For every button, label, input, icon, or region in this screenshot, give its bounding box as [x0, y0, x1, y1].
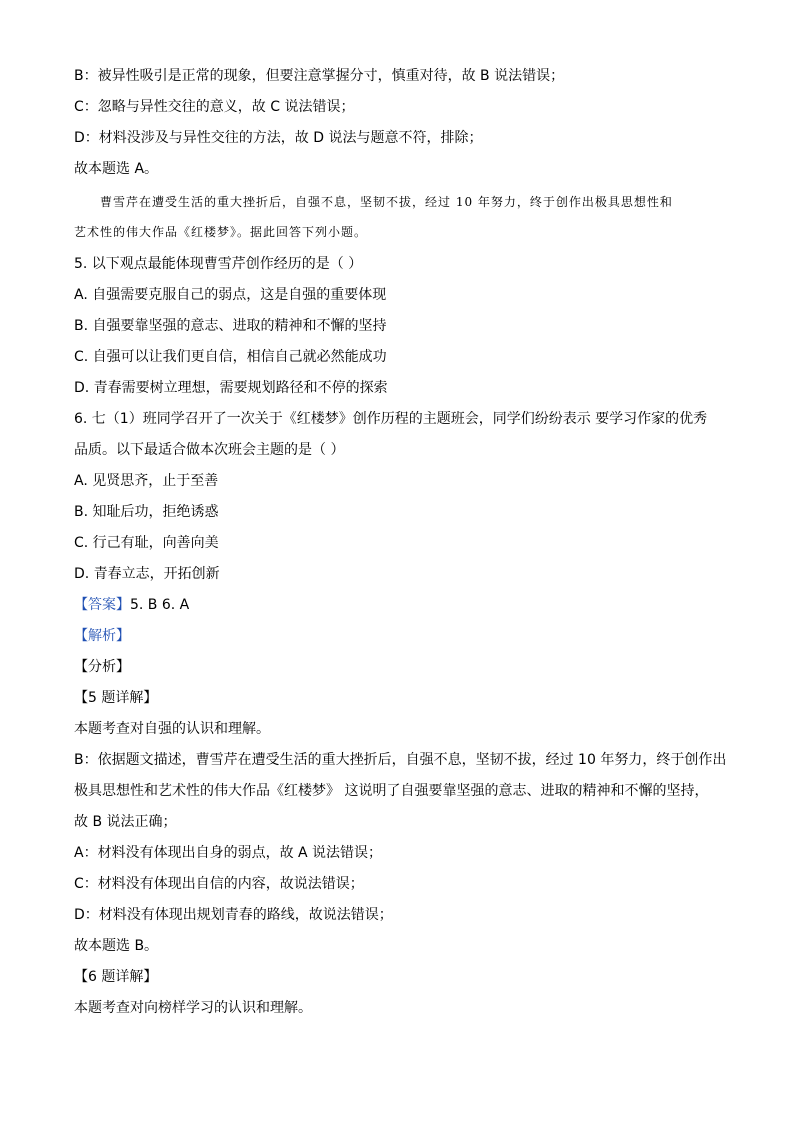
text-line: D：材料没有体现出规划青春的路线，故说法错误； — [74, 907, 393, 923]
text-line: B：依据题文描述，曹雪芹在遭受生活的重大挫折后，自强不息，坚韧不拔，经过 10 年努力，终于创作出 — [74, 752, 727, 768]
text-line: 本题考查对自强的认识和理解。 — [74, 721, 270, 737]
text-line: C：材料没有体现出自信的内容，故说法错误； — [74, 876, 364, 892]
answer-label: 【答案】 — [74, 597, 130, 613]
passage-line: 艺术性的伟大作品《红楼梦》。据此回答下列小题。 — [74, 225, 368, 239]
option-d: D. 青春立志，开拓创新 — [74, 566, 220, 582]
answer-value: 5. B 6. A — [130, 597, 190, 613]
option-a: A. 见贤思齐，止于至善 — [74, 473, 219, 489]
text-line: D：材料没涉及与异性交往的方法，故 D 说法与题意不符，排除； — [74, 130, 483, 146]
q5-detail-heading: 【5 题详解】 — [74, 690, 158, 706]
text-line: 故本题选 A。 — [74, 161, 159, 177]
text-line: B：被异性吸引是正常的现象，但要注意掌握分寸，慎重对待，故 B 说法错误； — [74, 68, 565, 84]
option-d: D. 青春需要树立理想，需要规划路径和不停的探索 — [74, 380, 388, 396]
analysis-subheading: 【分析】 — [74, 659, 130, 675]
option-b: B. 知耻后功，拒绝诱惑 — [74, 504, 219, 520]
answer-line — [74, 595, 189, 615]
text-line: 极具思想性和艺术性的伟大作品《红楼梦》 这说明了自强要靠坚强的意志、进取的精神和不懈的坚持， — [74, 783, 709, 799]
option-c: C. 行己有耻，向善向美 — [74, 535, 219, 551]
option-a: A. 自强需要克服自己的弱点，这是自强的重要体现 — [74, 287, 387, 303]
option-b: B. 自强要靠坚强的意志、进取的精神和不懈的坚持 — [74, 318, 387, 334]
text-line: 故本题选 B。 — [74, 938, 159, 954]
question-6-cont: 品质。以下最适合做本次班会主题的是（ ） — [74, 442, 345, 458]
analysis-heading: 【解析】 — [74, 628, 130, 644]
text-line: 本题考查对向榜样学习的认识和理解。 — [74, 1000, 312, 1016]
question-5: 5. 以下观点最能体现曹雪芹创作经历的是（ ） — [74, 256, 363, 272]
question-6: 6. 七（1）班同学召开了一次关于《红楼梦》创作历程的主题班会，同学们纷纷表示 要学习作家的优秀 — [74, 411, 708, 427]
q6-detail-heading: 【6 题详解】 — [74, 969, 158, 985]
text-line: C：忽略与异性交往的意义，故 C 说法错误； — [74, 99, 355, 115]
option-c: C. 自强可以让我们更自信，相信自己就必然能成功 — [74, 349, 387, 365]
passage-line: 曹雪芹在遭受生活的重大挫折后，自强不息，坚韧不拔，经过 10 年努力，终于创作出极具思想性和 — [100, 195, 673, 209]
text-line: 故 B 说法正确； — [74, 814, 177, 830]
text-line: A：材料没有体现出自身的弱点，故 A 说法错误； — [74, 845, 383, 861]
